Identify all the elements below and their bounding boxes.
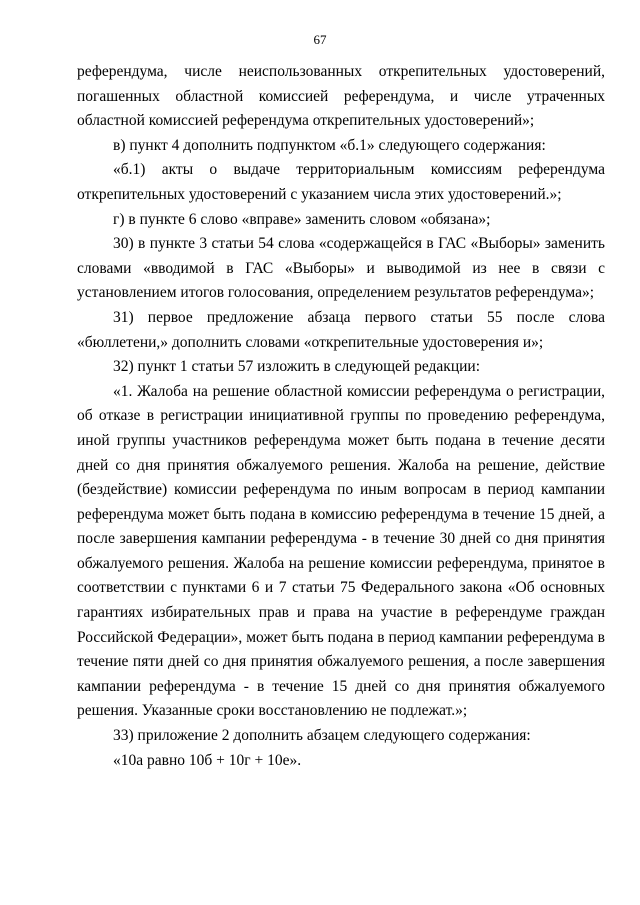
- paragraph-9: 33) приложение 2 дополнить абзацем следующего содержания:: [113, 727, 531, 745]
- page-number: 67: [313, 32, 327, 47]
- paragraph-1: референдума, числе неиспользованных открепительных удостоверений, погашенных областной комиссией референдума, и числе утраченных областной комиссией референдума открепительных удостоверений»;: [77, 63, 605, 130]
- paragraph-3: «б.1) акты о выдаче территориальным комиссиям референдума открепительных удостоверений с указанием числа этих удостоверений.»;: [77, 161, 605, 203]
- document-body: [77, 60, 605, 773]
- paragraph-7: 32) пункт 1 статьи 57 изложить в следующей редакции:: [113, 358, 481, 376]
- paragraph-5: 30) в пункте 3 статьи 54 слова «содержащейся в ГАС «Выборы» заменить словами «вводимой в ГАС «Выборы» и выводимой из нее в связи с установлением итогов голосования, определением результатов референдума»;: [77, 235, 605, 302]
- paragraph-2: в) пункт 4 дополнить подпунктом «б.1» следующего содержания:: [113, 136, 546, 154]
- paragraph-6: 31) первое предложение абзаца первого статьи 55 после слова «бюллетени,» дополнить словами «открепительные удостоверения и»;: [77, 308, 605, 351]
- paragraph-10: «10а равно 10б + 10г + 10е».: [113, 751, 302, 769]
- paragraph-8: «1. Жалоба на решение областной комиссии референдума о регистрации, об отказе в регистрации инициативной группы по проведению референдума, иной группы участников референдума может быть подана в течение десяти дней со дня принятия обжалуемого решения. Жалоба на решение, действие (бездействие) комиссии референдума по иным вопросам в период кампании референдума может быть подана в комиссию референдума в течение 15 дней, а после завершения кампании референдума - в течение 30 дней со дня принятия обжалуемого решения. Жалоба на решение комиссии референдума, принятое в соответствии с пунктами 6 и 7 статьи 75 Федерального закона «Об основных гарантиях избирательных прав и права на участие в референдуме граждан Российской Федерации», может быть подана в период кампании референдума в течение пяти дней со дня принятия обжалуемого решения, а после завершения кампании референдума - в течение 15 дней со дня принятия обжалуемого решения. Указанные сроки восстановлению не подлежат.»;: [77, 382, 605, 720]
- paragraph-4: г) в пункте 6 слово «вправе» заменить словом «обязана»;: [113, 210, 491, 228]
